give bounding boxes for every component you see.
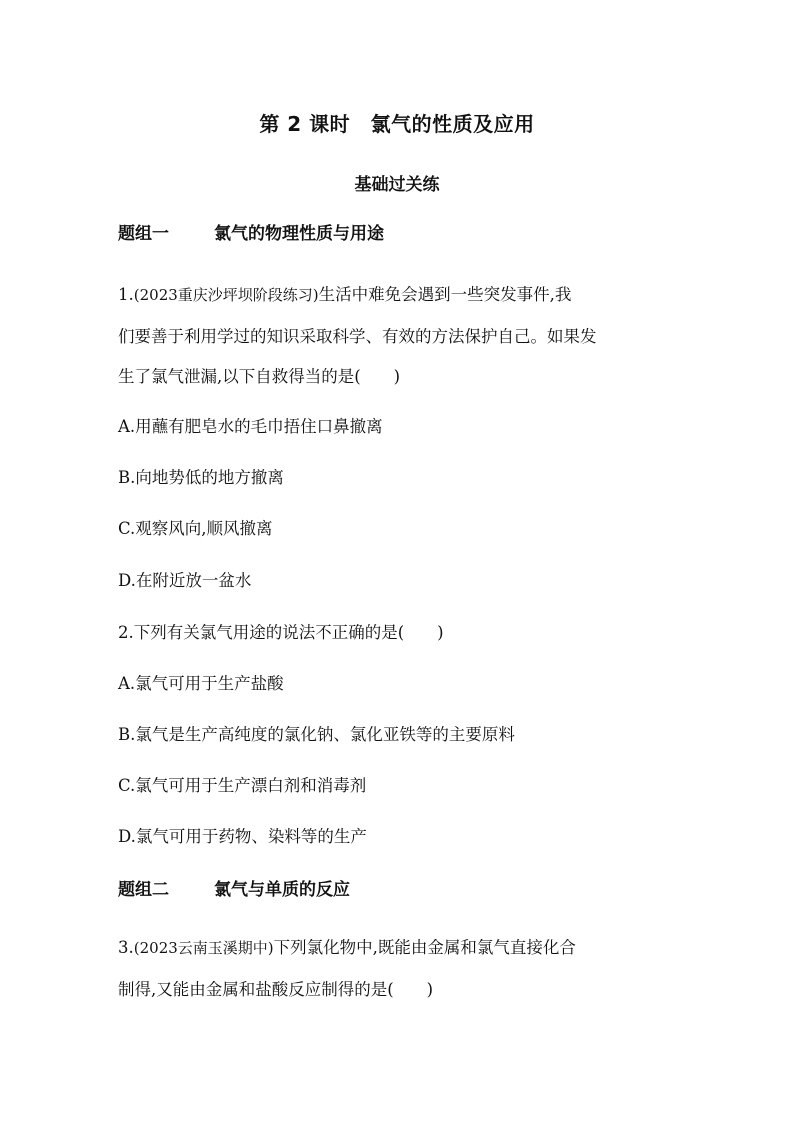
question-2-option-a: A.氯气可用于生产盐酸 <box>118 674 284 693</box>
question-1-option-b: B.向地势低的地方撤离 <box>118 468 284 487</box>
group-name: 氯气与单质的反应 <box>214 880 350 900</box>
question-1-option-c: C.观察风向,顺风撤离 <box>118 519 273 538</box>
question-number: 3. <box>118 938 134 957</box>
question-2-stem: 2.下列有关氯气用途的说法不正确的是( ) <box>118 623 444 642</box>
question-source: (2023云南玉溪期中) <box>133 939 274 957</box>
section-subtitle: 基础过关练 <box>354 175 440 195</box>
question-source: (2023重庆沙坪坝阶段练习) <box>133 286 319 304</box>
question-2-option-b: B.氯气是生产高纯度的氯化钠、氯化亚铁等的主要原料 <box>118 725 515 744</box>
question-1-option-d: D.在附近放一盆水 <box>118 571 252 590</box>
question-2-option-d: D.氯气可用于药物、染料等的生产 <box>118 827 367 846</box>
question-3-stem-line-1: 3.(2023云南玉溪期中)下列氯化物中,既能由金属和氯气直接化合 <box>118 938 576 957</box>
group-heading-1 <box>118 219 384 244</box>
question-number: 1. <box>118 285 134 304</box>
group-label: 题组一 <box>118 224 169 244</box>
question-1-stem-line-3: 生了氯气泄漏,以下自救得当的是( ) <box>118 367 401 386</box>
group-heading-2 <box>118 875 350 900</box>
lesson-title: 第 2 课时 氯气的性质及应用 <box>259 112 535 136</box>
question-1-stem-line-2: 们要善于利用学过的知识采取科学、有效的方法保护自己。如果发 <box>118 327 597 346</box>
question-1-stem-line-1: 1.(2023重庆沙坪坝阶段练习)生活中难免会遇到一些突发事件,我 <box>118 285 572 304</box>
question-3-stem-line-2: 制得,又能由金属和盐酸反应制得的是( ) <box>118 980 434 999</box>
question-1-option-a: A.用蘸有肥皂水的毛巾捂住口鼻撤离 <box>118 417 383 436</box>
question-2-option-c: C.氯气可用于生产漂白剂和消毒剂 <box>118 776 367 795</box>
group-label: 题组二 <box>118 880 169 900</box>
group-name: 氯气的物理性质与用途 <box>214 224 384 244</box>
